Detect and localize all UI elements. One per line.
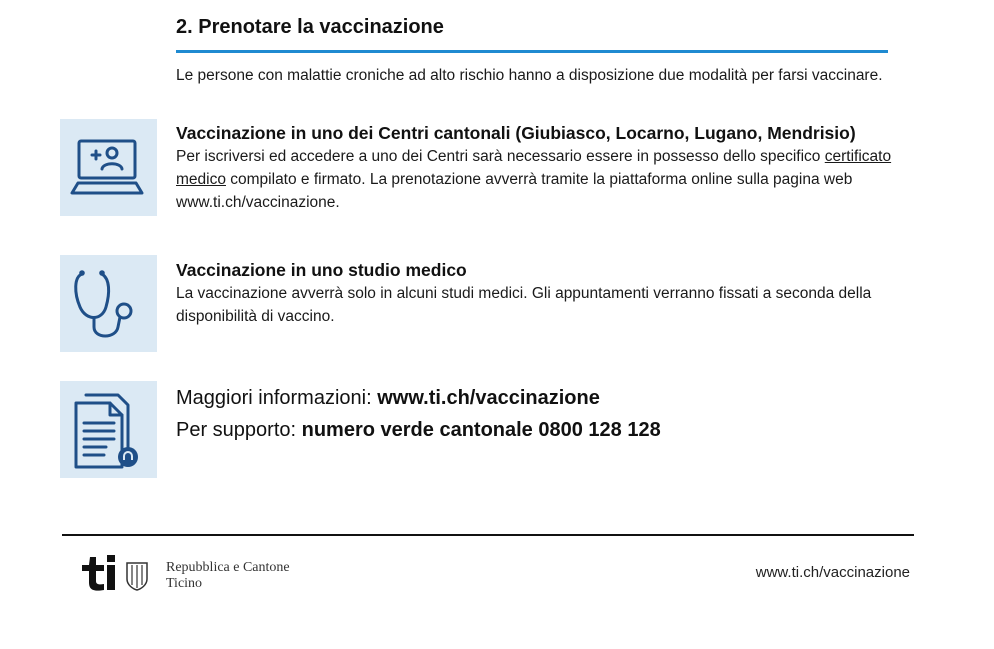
option-centri-body-end: compilato e firmato. La prenotazione avverrà tramite la piattaforma online sulla pagina web www.ti.ch/vaccinazione. [176, 171, 853, 211]
support-label: Per supporto: [176, 419, 302, 441]
stethoscope-icon [60, 255, 157, 352]
option-centri-body-start: Per iscriversi ed accedere a uno dei Centri sarà necessario essere in possesso dello specifico [176, 148, 825, 165]
info-block [176, 384, 661, 448]
certificato-medico-link[interactable]: certificato medico [176, 148, 892, 188]
laptop-add-user-icon [60, 119, 157, 216]
org-name-line2: Ticino [166, 576, 203, 591]
intro-text: Le persone con malattie croniche ad alto rischio hanno a disposizione due modalità per farsi vaccinare. [176, 67, 883, 84]
ticino-logo [78, 553, 152, 598]
title-underline [176, 50, 888, 53]
more-info-link[interactable]: www.ti.ch/vaccinazione [377, 387, 600, 409]
support-line [176, 416, 661, 448]
section-title: 2. Prenotare la vaccinazione [176, 16, 444, 38]
documents-icon [60, 381, 157, 478]
option-centri-body [176, 145, 892, 214]
footer-url-link[interactable]: www.ti.ch/vaccinazione [755, 564, 910, 581]
option-studio-body: La vaccinazione avverrà solo in alcuni studi medici. Gli appuntamenti verranno fissati a seconda della disponibilità di vaccino. [176, 285, 872, 325]
org-name [166, 560, 290, 592]
option-centri-cantonali [176, 122, 892, 214]
footer-divider [62, 534, 914, 536]
more-info-line [176, 384, 661, 416]
option-studio-title: Vaccinazione in uno studio medico [176, 260, 467, 280]
org-name-line1: Repubblica e Cantone [166, 560, 290, 575]
support-phone: numero verde cantonale 0800 128 128 [301, 419, 661, 441]
more-info-label: Maggiori informazioni: [176, 387, 378, 409]
option-studio-medico [176, 259, 892, 328]
option-centri-title: Vaccinazione in uno dei Centri cantonali (Giubiasco, Locarno, Lugano, Mendrisio) [176, 123, 856, 143]
